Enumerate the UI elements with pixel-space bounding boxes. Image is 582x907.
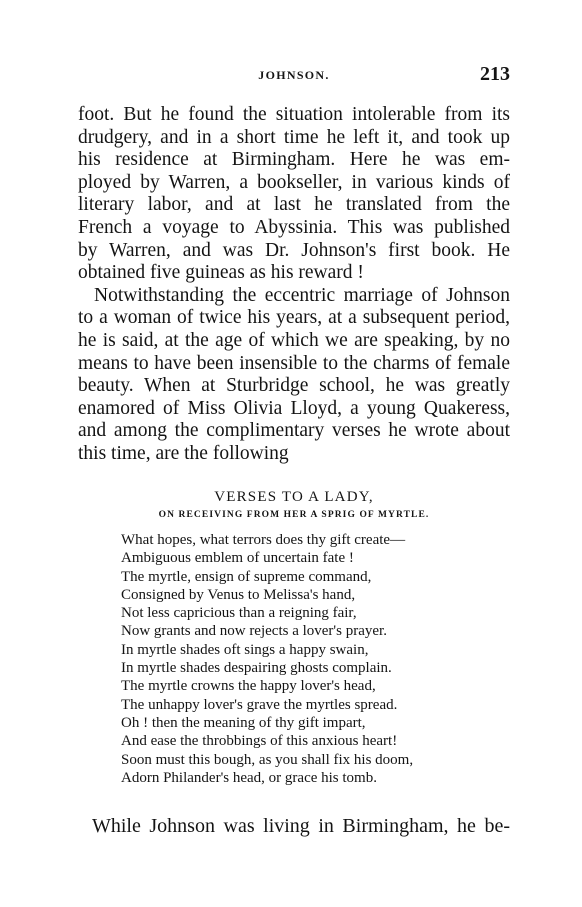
poem-subtitle: ON RECEIVING FROM HER A SPRIG OF MYRTLE.	[158, 510, 430, 520]
poem-line: And ease the throbbings of this anxious heart!	[121, 733, 398, 750]
body-line: obtained five guineas as his reward !	[78, 262, 364, 284]
body-line: this time, are the following	[78, 442, 289, 464]
poem-line: The myrtle, ensign of supreme command,	[121, 568, 372, 585]
poem-line: Not less capricious than a reigning fair,	[121, 605, 357, 622]
body-line: enamored of Miss Olivia Lloyd, a young Quakeress,	[78, 397, 510, 419]
running-title: JOHNSON.	[258, 68, 330, 82]
body-line: ployed by Warren, a bookseller, in various kinds of	[78, 171, 510, 193]
body-line: by Warren, and was Dr. Johnson's first book. He	[78, 239, 510, 261]
body-line: drudgery, and in a short time he left it, and took up	[78, 126, 510, 148]
body-line: and among the complimentary verses he wrote about	[78, 420, 510, 442]
poem-line: The unhappy lover's grave the myrtles spread.	[121, 696, 398, 713]
body-line: foot. But he found the situation intolerable from its	[78, 104, 510, 125]
poem-verses	[121, 531, 413, 787]
poem-line: Ambiguous emblem of uncertain fate !	[121, 550, 354, 567]
poem-line: Adorn Philander's head, or grace his tomb.	[121, 769, 377, 786]
body-line: he is said, at the age of which we are speaking, by no	[78, 329, 510, 351]
body-line: French a voyage to Abyssinia. This was published	[78, 216, 510, 238]
poem-line: In myrtle shades oft sings a happy swain,	[121, 641, 369, 658]
poem-line: Consigned by Venus to Melissa's hand,	[121, 586, 356, 603]
page-number: 213	[480, 63, 510, 85]
poem-title: VERSES TO A LADY,	[214, 489, 374, 505]
body-line: his residence at Birmingham. Here he was em-	[78, 149, 510, 171]
closing-line: While Johnson was living in Birmingham, he be-	[92, 815, 510, 837]
body-line: literary labor, and at last he translated from the	[78, 194, 510, 216]
poem-line: In myrtle shades despairing ghosts complain.	[121, 660, 392, 677]
body-line: beauty. When at Sturbridge school, he was greatly	[78, 375, 510, 397]
poem-line: Soon must this bough, as you shall fix his doom,	[121, 751, 414, 768]
running-head	[78, 63, 510, 88]
poem-line: What hopes, what terrors does thy gift create—	[121, 532, 406, 548]
poem-line: Now grants and now rejects a lover's prayer.	[121, 623, 387, 640]
closing-paragraph	[92, 815, 510, 838]
body-line: Notwithstanding the eccentric marriage of Johnson	[94, 284, 510, 306]
poem-line: Oh ! then the meaning of thy gift impart,	[121, 714, 366, 731]
poem-line: The myrtle crowns the happy lover's head,	[121, 678, 376, 695]
body-text	[78, 104, 510, 466]
body-line: means to have been insensible to the charms of female	[78, 352, 510, 374]
body-line: to a woman of twice his years, at a subsequent period,	[78, 307, 510, 329]
